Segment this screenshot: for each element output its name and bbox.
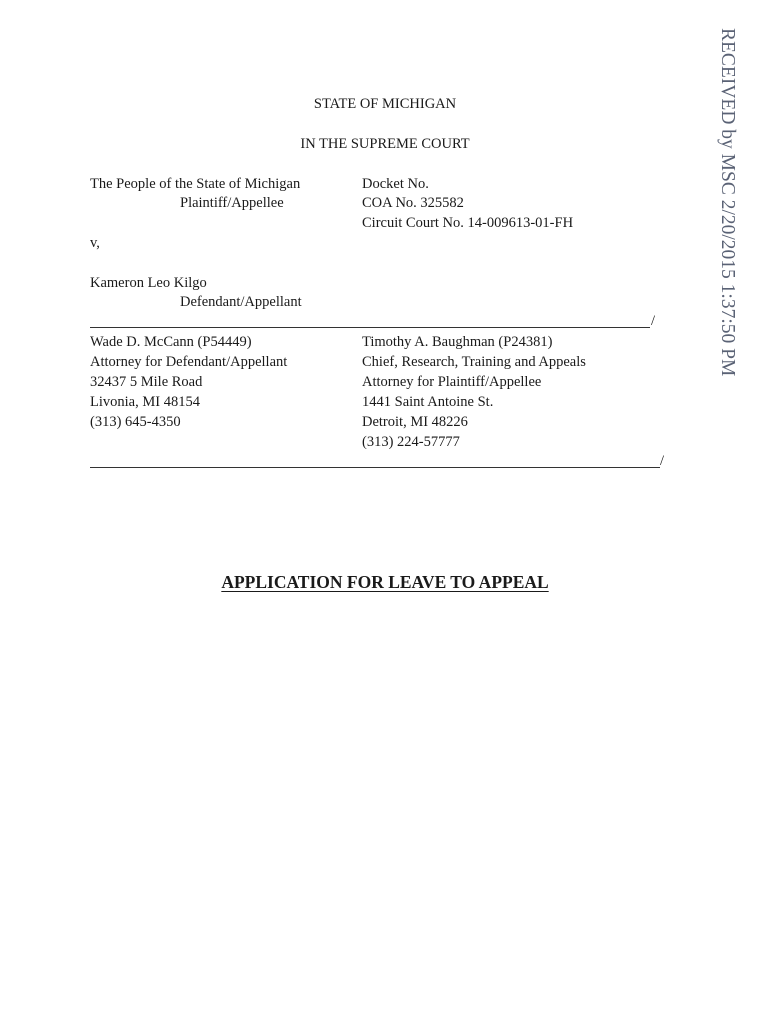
defendant-role: Defendant/Appellant [180,294,302,310]
prosecution-attorney-street: 1441 Saint Antoine St. [362,394,494,410]
defense-attorney-city: Livonia, MI 48154 [90,394,200,410]
prosecution-attorney-title: Chief, Research, Training and Appeals [362,354,586,370]
prosecution-attorney-name: Timothy A. Baughman (P24381) [362,334,553,350]
defense-attorney-role: Attorney for Defendant/Appellant [90,354,288,370]
plaintiff-role: Plaintiff/Appellee [180,195,284,211]
caption-divider [90,327,650,328]
plaintiff-name: The People of the State of Michigan [90,176,301,192]
counsel-divider [90,467,660,468]
circuit-court-number: Circuit Court No. 14-009613-01-FH [362,215,574,231]
defendant-name: Kameron Leo Kilgo [90,275,207,291]
defense-attorney-name: Wade D. McCann (P54449) [90,334,252,350]
divider-slash: / [660,453,665,469]
prosecution-attorney-city: Detroit, MI 48226 [362,414,468,430]
versus-text: v, [90,235,100,251]
prosecution-attorney-role: Attorney for Plaintiff/Appellee [362,374,542,390]
state-heading: STATE OF MICHIGAN [313,96,457,112]
coa-number: COA No. 325582 [362,195,464,211]
received-stamp: RECEIVED by MSC 2/20/2015 1:37:50 PM [717,28,738,377]
document-title: APPLICATION FOR LEAVE TO APPEAL [221,572,549,592]
divider-slash: / [651,313,656,329]
docket-number: Docket No. [362,176,429,192]
defense-attorney-street: 32437 5 Mile Road [90,374,203,390]
defense-attorney-phone: (313) 645-4350 [90,414,181,430]
prosecution-attorney-phone: (313) 224-57777 [362,434,460,450]
court-heading: IN THE SUPREME COURT [300,136,470,152]
